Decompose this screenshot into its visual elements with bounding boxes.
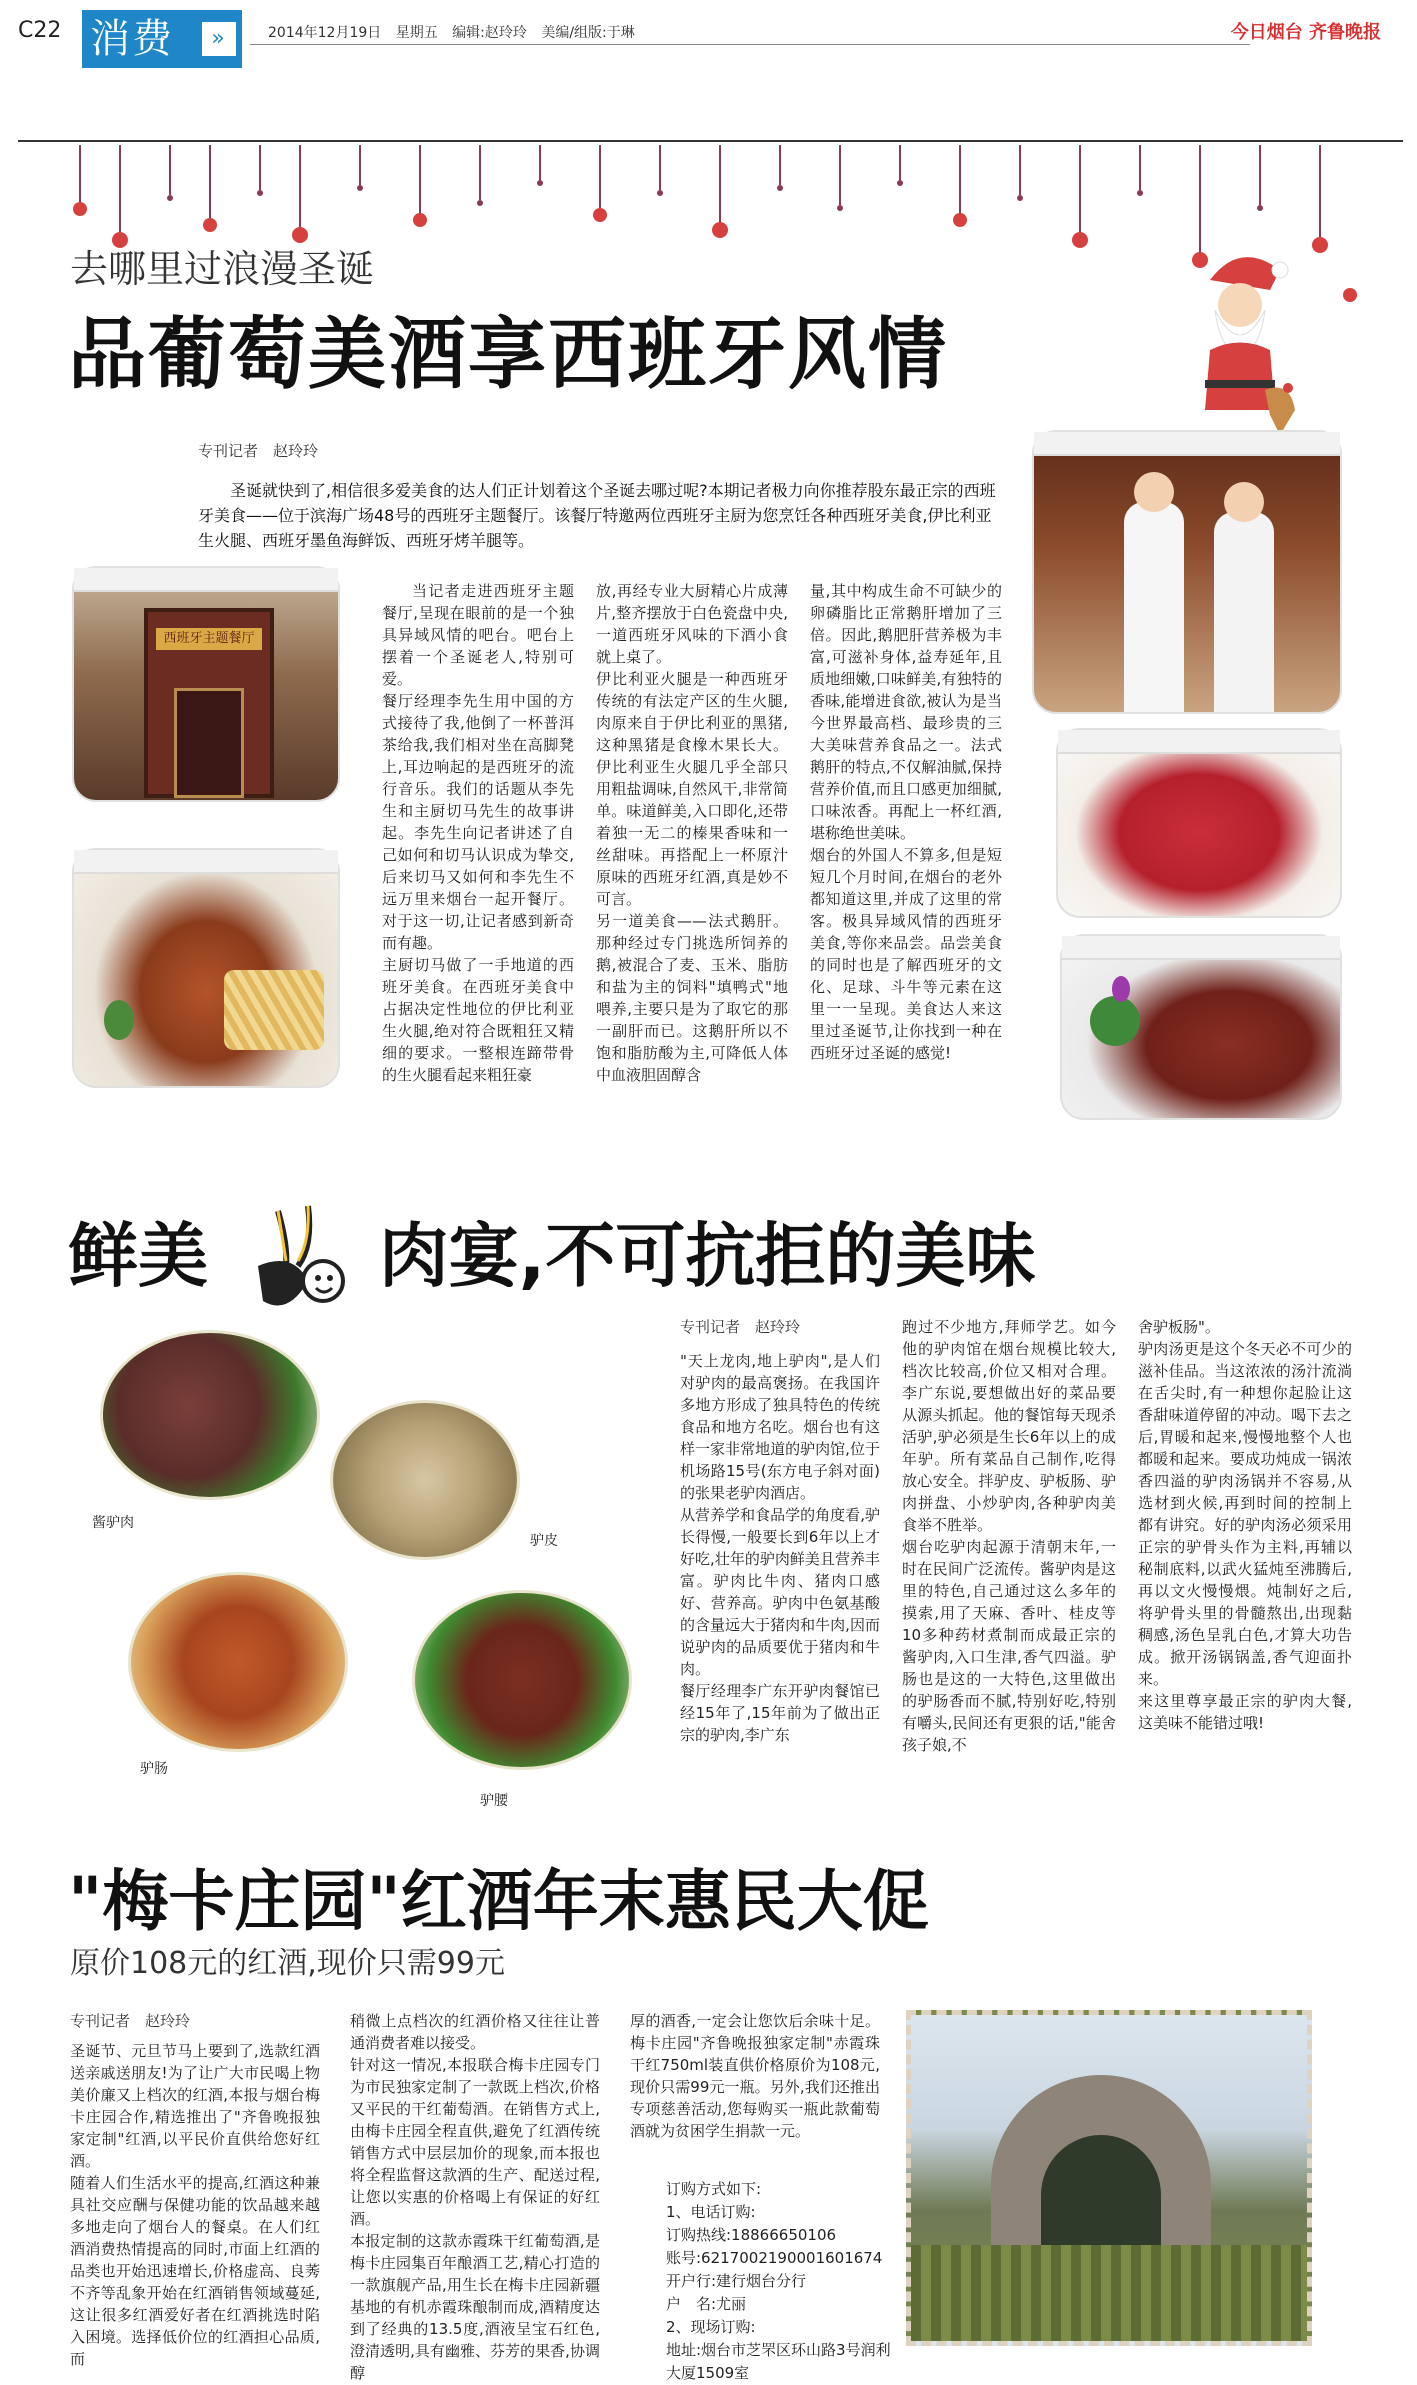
donkey-skin-photo [330, 1400, 520, 1560]
order-hotline: 订购热线:18866650106 [666, 2226, 837, 2244]
santa-reindeer-illustration [1170, 240, 1310, 440]
issue-date: 2014年12月19日 [268, 25, 382, 41]
article2-headline-a: 鲜美 [68, 1215, 208, 1297]
paper-name: 今日烟台 齐鲁晚报 [1230, 22, 1381, 43]
article1-kicker: 去哪里过浪漫圣诞 [70, 247, 375, 291]
article3-col3: 厚的酒香,一定会让您饮后余味十足。梅卡庄园"齐鲁晚报独家定制"赤霞珠干红750ml装直供价格原价为108元,现价只需99元一瓶。另外,我们还推出专项慈善活动,您每购买一瓶此款葡萄酒就为贫困学生捐款一元。 [630, 2012, 880, 2140]
restaurant-entrance-photo [72, 566, 340, 802]
caption-donkey-intestine: 驴肠 [140, 1761, 168, 1777]
article3-headline: "梅卡庄园"红酒年末惠民大促 [68, 1863, 929, 1940]
header-meta [268, 22, 635, 42]
order-info [666, 2178, 896, 2385]
iberian-ham-photo [1056, 728, 1342, 918]
order-line-2: 2、现场订购: [666, 2318, 756, 2336]
restaurant-sign: 西班牙主题餐厅 [156, 628, 262, 650]
order-line-1: 1、电话订购: [666, 2203, 756, 2221]
page-number: C22 [18, 18, 62, 43]
article1-headline: 品葡萄美酒享西班牙风情 [68, 310, 949, 400]
article3-byline: 专刊记者 赵玲玲 [70, 2012, 191, 2030]
chefs-photo [1032, 430, 1342, 714]
article2-col1: "天上龙肉,地上驴肉",是人们对驴肉的最高褒扬。在我国许多地方形成了独具特色的传统食品和地方名吃。烟台也有这样一家非常地道的驴肉馆,位于机场路15号(东方电子斜对面)的张果老驴肉酒店。 从营养学和食品学的角度看,驴长得慢,一般要长到6年以上才好吃,壮年的驴肉鲜美且营养丰富。驴肉比牛肉、猪肉口感好、营养高。驴肉中色氨基酸的含量远大于猪肉和牛肉,因而说驴肉的品质要优于猪肉和牛肉。 餐厅经理李广东开驴肉餐馆已经15年了,15年前为了做出正宗的驴肉,李广东 [680, 1352, 880, 1744]
order-account-name: 户 名:尤丽 [666, 2295, 747, 2313]
issue-weekday: 星期五 [395, 25, 438, 41]
order-address: 地址:烟台市芝罘区环山路3号润利大厦1509室 [666, 2341, 891, 2382]
donkey-mascot-icon [238, 1206, 348, 1316]
article1-col2: 放,再经专业大厨精心片成薄片,整齐摆放于白色瓷盘中央,一道西班牙风味的下酒小食就上桌了。 伊比利亚火腿是一种西班牙传统的有法定产区的生火腿,肉原来自于伊比利亚的黑猪,这种黑猪是食橡木果长大。伊比利亚生火腿几乎全部只用粗盐调味,自然风干,非常简单。味道鲜美,入口即化,还带着独一无二的榛果香味和一丝甜味。再搭配上一杯原汁原味的西班牙红酒,真是妙不可言。 另一道美食——法式鹅肝。那种经过专门挑选所饲养的鹅,被混合了麦、玉米、脂肪和盐为主的饲料"填鸭式"地喂养,主要只是为了取它的那一副肝而已。这鹅肝所以不饱和脂肪酸为主,可降低人体中血液胆固醇含 [596, 582, 788, 1084]
order-account: 账号:6217002190001601674 [666, 2249, 883, 2267]
header-rule [250, 44, 1250, 45]
article2-col2: 跑过不少地方,拜师学艺。如今他的驴肉馆在烟台规模比较大,档次比较高,价位又相对合理。李广东说,要想做出好的菜品要从源头抓起。他的餐馆每天现杀活驴,驴必须是生长6年以上的成年驴。所有菜品自己制作,吃得放心安全。拌驴皮、驴板肠、驴肉拼盘、小炒驴肉,各种驴肉美食举不胜举。 烟台吃驴肉起源于清朝末年,一时在民间广泛流传。酱驴肉是这里的特色,自己通过这么多年的摸索,用了天麻、香叶、桂皮等10多种药材煮制而成最正宗的酱驴肉,入口生津,香气四溢。驴肠也是这的一大特色,这里做出的驴肠香而不腻,特别好吃,特别有嚼头,民间还有更狠的话,"能舍孩子娘,不 [902, 1318, 1116, 1754]
article2-headline-b: 肉宴,不可抗拒的美味 [378, 1215, 1036, 1297]
article2-col3: 舍驴板肠"。 驴肉汤更是这个冬天必不可少的滋补佳品。当这浓浓的汤汁流淌在舌尖时,有一种想你起脸让这香甜味道停留的冲动。喝下去之后,胃暖和起来,慢慢地整个人也都暖和起来。要成功炖成一锅浓香四溢的驴肉汤锅并不容易,从选材到火候,再到时间的控制上都有讲究。好的驴肉汤必须采用正宗的驴骨头作为主料,再辅以秘制底料,以武火猛炖至沸腾后,再以文火慢慢煨。炖制好之后,将驴骨头里的骨髓熬出,出现黏稠感,汤色呈乳白色,才算大功告成。掀开汤锅锅盖,香气迎面扑来。 来这里尊享最正宗的驴肉大餐,这美味不能错过哦! [1138, 1318, 1352, 1732]
section-label: 消费 [90, 16, 174, 62]
editor: 编辑:赵玲玲 [452, 25, 527, 41]
order-title: 订购方式如下: [666, 2180, 762, 2198]
article3-col2: 稍微上点档次的红酒价格又往往让普通消费者难以接受。 针对这一情况,本报联合梅卡庄园专门为市民独家定制了一款既上档次,价格又平民的干红葡萄酒。在销售方式上,由梅卡庄园全程直供,避免了红酒传统销售方式中层层加价的现象,而本报也将全程监督这款酒的生产、配送过程,让您以实惠的价格喝上有保证的好红酒。 本报定制的这款赤霞珠干红葡萄酒,是梅卡庄园集百年酿酒工艺,精心打造的一款旗舰产品,用生长在梅卡庄园新疆基地的有机赤霞珠酿制而成,酒精度达到了经典的13.5度,酒液呈宝石红色,澄清透明,具有幽雅、芬芳的果香,协调醇 [350, 2012, 600, 2382]
article3-subhead: 原价108元的红酒,现价只需99元 [70, 1946, 505, 1981]
article3-col1: 圣诞节、元旦节马上要到了,选款红酒送亲戚送朋友!为了让广大市民喝上物美价廉又上档次的红酒,本报与烟台梅卡庄园合作,精选推出了"齐鲁晚报独家定制"红酒,以平民价直供给您好红酒。 随着人们生活水平的提高,红酒这种兼具社交应酬与保健功能的饮品越来越多地走向了烟台人的餐桌。在人们红酒消费热情提高的同时,市面上红酒的品类也开始迅速增长,价格虚高、良莠不齐等乱象开始在红酒销售领域蔓延,这让很多红酒爱好者在红酒挑选时陷入困境。选择低价位的红酒担心品质,而 [70, 2042, 320, 2368]
foie-gras-steak-photo [1060, 934, 1342, 1120]
article2-headline [68, 1200, 1035, 1316]
caption-donkey-kidney: 驴腰 [480, 1793, 508, 1809]
caption-braised-donkey-meat: 酱驴肉 [92, 1515, 134, 1531]
section-tag [82, 10, 242, 68]
article1-lede: 圣诞就快到了,相信很多爱美食的达人们正计划着这个圣诞去哪过呢?本期记者极力向你推荐股东最正宗的西班牙美食——位于滨海广场48号的西班牙主题餐厅。该餐厅特邀两位西班牙主厨为您烹饪各种西班牙美食,伊比利亚生火腿、西班牙墨鱼海鲜饭、西班牙烤羊腿等。 [198, 481, 996, 550]
braised-donkey-meat-photo [100, 1330, 320, 1500]
article1-col1: 当记者走进西班牙主题餐厅,呈现在眼前的是一个独具异域风情的吧台。吧台上摆着一个圣诞老人,特别可爱。 餐厅经理李先生用中国的方式接待了我,他倒了一杯普洱茶给我,我们相对坐在高脚凳上,耳边响起的是西班牙的流行音乐。我们的话题从李先生和主厨切马先生的故事讲起。李先生向记者讲述了自己如何和切马认识成为挚交,后来切马又如何和李先生不远万里来烟台一起开餐厅。对于这一切,让记者感到新奇而有趣。 主厨切马做了一手地道的西班牙美食。在西班牙美食中占据决定性地位的伊比利亚生火腿,绝对符合既粗狂又精细的要求。一整根连蹄带骨的生火腿看起来粗狂豪 [382, 582, 574, 1084]
roast-lamb-leg-photo [72, 848, 340, 1088]
article1-col3: 量,其中构成生命不可缺少的卵磷脂比正常鹅肝增加了三倍。因此,鹅肥肝营养极为丰富,可滋补身体,益寿延年,且质地细嫩,口味鲜美,有独特的香味,能增进食欲,被认为是当今世界最高档、最珍贵的三大美味营养食品之一。法式鹅肝的特点,不仅解油腻,保持营养价值,而且口感更加细腻,口味浓香。再配上一杯红酒,堪称绝世美味。 烟台的外国人不算多,但是短短几个月时间,在烟台的老外都知道这里,并成了这里的常客。极具异域风情的西班牙美食,等你来品尝。品尝美食的同时也是了解西班牙的文化、足球、斗牛等元素在这里一一呈现。美食达人来这里过圣诞节,让你找到一种在西班牙过圣诞的感觉! [810, 582, 1002, 1062]
winery-estate-photo [906, 2010, 1312, 2346]
order-bank: 开户行:建行烟台分行 [666, 2272, 807, 2290]
article2-byline: 专刊记者 赵玲玲 [680, 1318, 801, 1336]
designer: 美编/组版:于琳 [541, 25, 635, 41]
article1-byline: 专刊记者 赵玲玲 [198, 442, 319, 460]
donkey-kidney-photo [412, 1590, 632, 1770]
top-divider [18, 140, 1403, 142]
donkey-intestine-photo [128, 1572, 348, 1752]
double-chevron-icon: » [202, 22, 236, 56]
caption-donkey-skin: 驴皮 [530, 1533, 558, 1549]
